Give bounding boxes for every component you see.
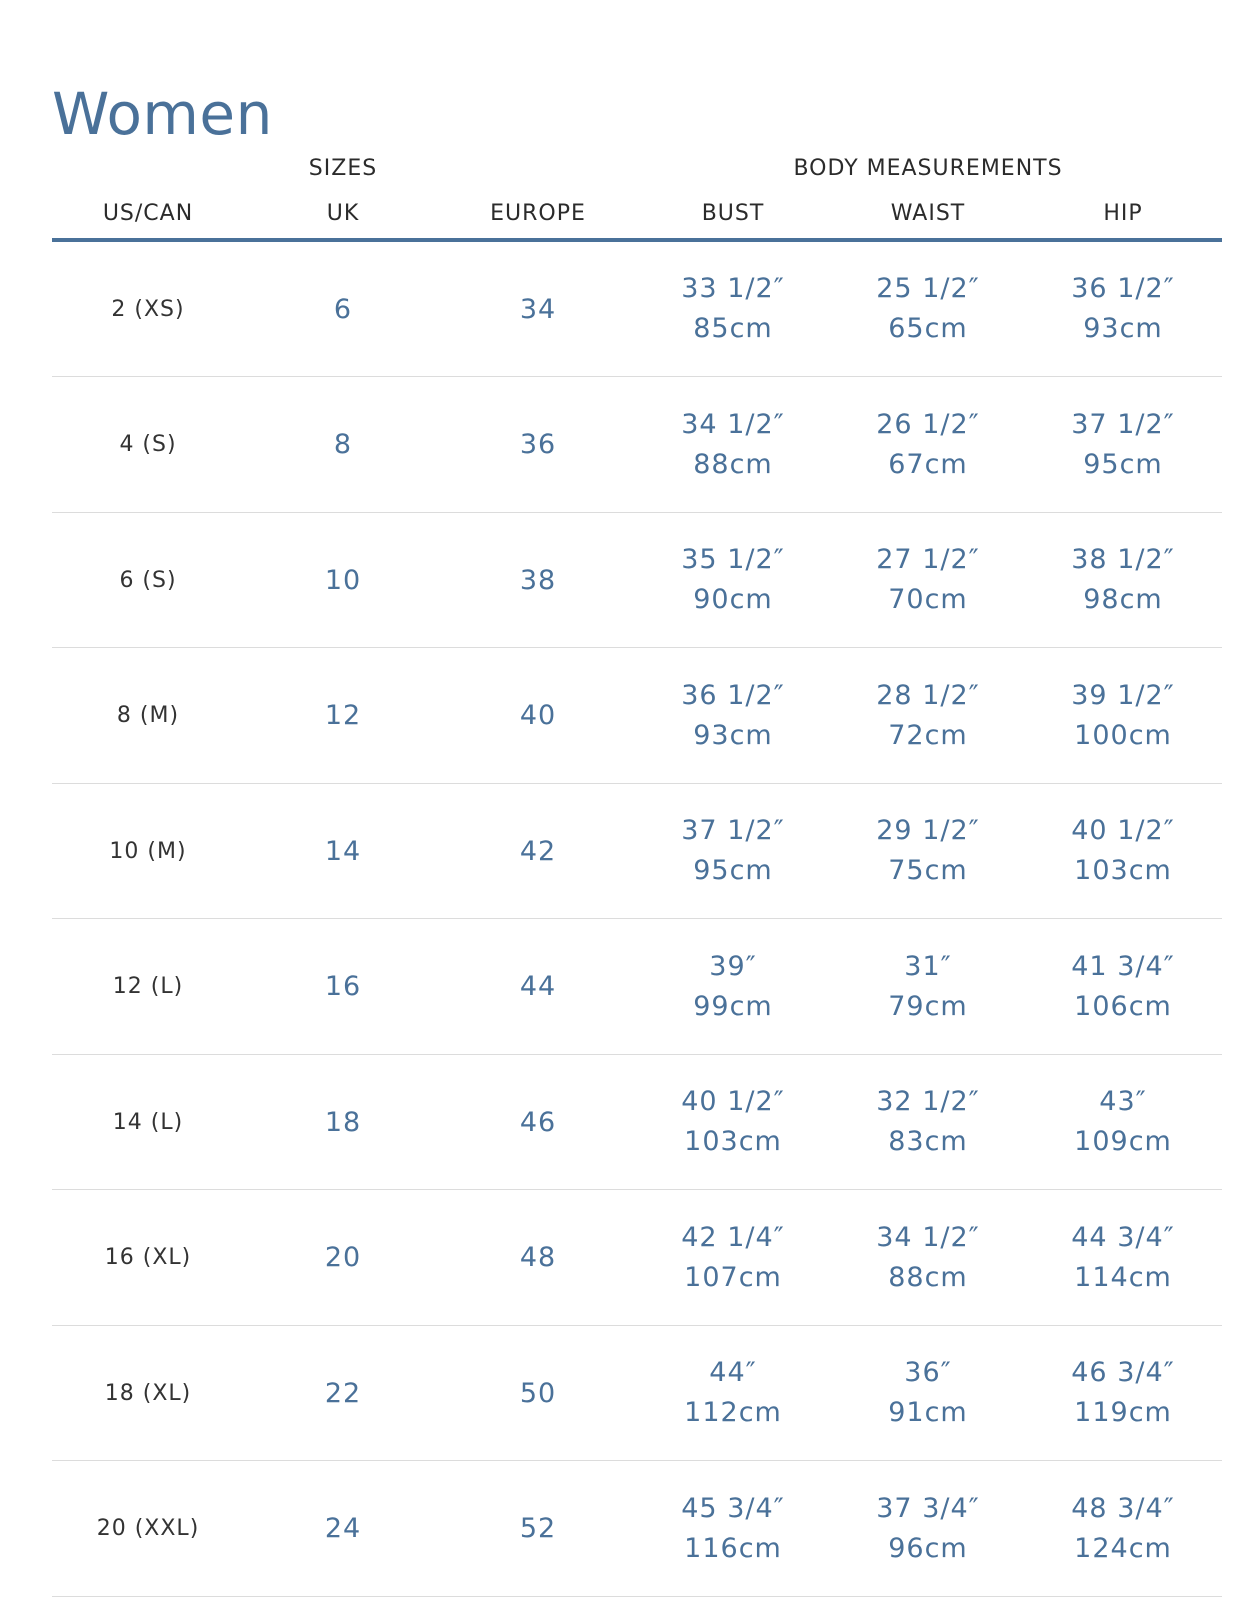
hip-cm: 119cm xyxy=(1074,1397,1172,1428)
cell-waist xyxy=(830,1191,1026,1325)
hip-inches: 38 1/2″ xyxy=(1071,544,1175,575)
table-row xyxy=(0,1191,1254,1326)
cell-us-can xyxy=(50,378,246,512)
europe-size: 38 xyxy=(519,564,557,596)
hip-cm: 93cm xyxy=(1083,313,1163,344)
uk-size: 8 xyxy=(333,429,353,460)
hip-inches: 40 1/2″ xyxy=(1071,815,1175,846)
bust-inches: 42 1/4″ xyxy=(681,1221,785,1253)
cell-bust xyxy=(635,1462,831,1596)
waist-cm: 88cm xyxy=(888,1261,968,1293)
waist-cm: 65cm xyxy=(888,313,968,344)
us-can-size: 20 (XXL) xyxy=(96,1516,200,1541)
bust-cm: 93cm xyxy=(693,719,773,751)
column-header-us-can: US/CAN xyxy=(102,201,194,226)
cell-uk xyxy=(245,1055,441,1189)
cell-bust xyxy=(635,649,831,783)
hip-inches: 41 3/4″ xyxy=(1071,950,1175,982)
waist-cm: 75cm xyxy=(888,855,968,886)
waist-inches: 29 1/2″ xyxy=(876,815,980,846)
waist-inches: 31″ xyxy=(904,950,952,982)
cell-us-can xyxy=(50,1191,246,1325)
cell-bust xyxy=(635,513,831,647)
cell-europe xyxy=(440,513,636,647)
europe-size: 52 xyxy=(519,1513,557,1544)
bust-cm: 116cm xyxy=(684,1532,782,1564)
hip-inches: 44 3/4″ xyxy=(1071,1221,1175,1253)
bust-inches: 40 1/2″ xyxy=(681,1086,785,1117)
cell-europe xyxy=(440,242,636,376)
bust-inches: 34 1/2″ xyxy=(681,408,785,440)
bust-cm: 107cm xyxy=(684,1261,782,1293)
body-measurements-group-label: BODY MEASUREMENTS xyxy=(793,156,1063,181)
uk-size: 16 xyxy=(324,971,362,1002)
cell-us-can xyxy=(50,649,246,783)
column-header-uk: UK xyxy=(326,201,360,226)
bust-cm: 95cm xyxy=(693,855,773,886)
cell-waist xyxy=(830,920,1026,1054)
uk-size: 10 xyxy=(324,564,362,596)
table-row xyxy=(0,242,1254,377)
cell-bust xyxy=(635,784,831,918)
cell-uk xyxy=(245,784,441,918)
cell-uk xyxy=(245,920,441,1054)
hip-cm: 95cm xyxy=(1083,448,1163,480)
table-row xyxy=(0,920,1254,1055)
bust-inches: 39″ xyxy=(709,950,757,982)
hip-inches: 39 1/2″ xyxy=(1071,679,1175,711)
europe-size: 44 xyxy=(519,971,557,1002)
hip-cm: 103cm xyxy=(1074,855,1172,886)
cell-waist xyxy=(830,1326,1026,1460)
us-can-size: 4 (S) xyxy=(119,432,177,457)
hip-inches: 43″ xyxy=(1099,1086,1147,1117)
hip-cm: 124cm xyxy=(1074,1532,1172,1564)
europe-size: 48 xyxy=(519,1242,557,1273)
cell-us-can xyxy=(50,242,246,376)
us-can-size: 14 (L) xyxy=(112,1109,184,1135)
table-row xyxy=(0,513,1254,648)
europe-size: 40 xyxy=(519,700,557,731)
waist-inches: 36″ xyxy=(904,1357,952,1388)
table-row xyxy=(0,1326,1254,1461)
hip-cm: 100cm xyxy=(1074,719,1172,751)
bust-inches: 37 1/2″ xyxy=(681,815,785,846)
waist-inches: 28 1/2″ xyxy=(876,679,980,711)
cell-hip xyxy=(1025,378,1221,512)
table-row xyxy=(0,784,1254,919)
europe-size: 34 xyxy=(519,293,557,325)
cell-waist xyxy=(830,784,1026,918)
cell-bust xyxy=(635,1326,831,1460)
cell-uk xyxy=(245,649,441,783)
cell-europe xyxy=(440,378,636,512)
column-header-hip: HIP xyxy=(1103,201,1143,226)
cell-hip xyxy=(1025,1462,1221,1596)
waist-cm: 96cm xyxy=(888,1532,968,1564)
europe-size: 50 xyxy=(519,1377,557,1409)
bust-cm: 112cm xyxy=(684,1397,782,1428)
waist-cm: 83cm xyxy=(888,1126,968,1157)
cell-us-can xyxy=(50,513,246,647)
waist-inches: 27 1/2″ xyxy=(876,544,980,575)
cell-hip xyxy=(1025,920,1221,1054)
cell-waist xyxy=(830,513,1026,647)
column-header-bust: BUST xyxy=(701,201,765,226)
uk-size: 24 xyxy=(324,1513,362,1544)
hip-cm: 98cm xyxy=(1083,584,1163,615)
us-can-size: 2 (XS) xyxy=(111,296,185,322)
table-row xyxy=(0,1055,1254,1190)
waist-inches: 32 1/2″ xyxy=(876,1086,980,1117)
us-can-size: 16 (XL) xyxy=(104,1245,192,1270)
cell-us-can xyxy=(50,1462,246,1596)
cell-us-can xyxy=(50,920,246,1054)
cell-uk xyxy=(245,378,441,512)
waist-cm: 70cm xyxy=(888,584,968,615)
cell-us-can xyxy=(50,784,246,918)
us-can-size: 10 (M) xyxy=(109,838,187,864)
waist-inches: 25 1/2″ xyxy=(876,273,980,304)
bust-inches: 44″ xyxy=(709,1357,757,1388)
cell-europe xyxy=(440,920,636,1054)
bust-cm: 103cm xyxy=(684,1126,782,1157)
bust-cm: 90cm xyxy=(693,584,773,615)
bust-inches: 35 1/2″ xyxy=(681,544,785,575)
cell-hip xyxy=(1025,1191,1221,1325)
cell-waist xyxy=(830,1055,1026,1189)
uk-size: 22 xyxy=(324,1377,362,1409)
uk-size: 20 xyxy=(324,1242,362,1273)
cell-waist xyxy=(830,242,1026,376)
bust-inches: 33 1/2″ xyxy=(681,273,785,304)
sizes-group-label: SIZES xyxy=(308,156,378,181)
cell-hip xyxy=(1025,1326,1221,1460)
us-can-size: 18 (XL) xyxy=(104,1380,192,1406)
cell-europe xyxy=(440,649,636,783)
cell-uk xyxy=(245,1462,441,1596)
us-can-size: 8 (M) xyxy=(116,703,180,728)
cell-us-can xyxy=(50,1326,246,1460)
waist-inches: 34 1/2″ xyxy=(876,1221,980,1253)
cell-europe xyxy=(440,1462,636,1596)
waist-cm: 91cm xyxy=(888,1397,968,1428)
row-divider xyxy=(52,1596,1222,1597)
cell-waist xyxy=(830,649,1026,783)
hip-cm: 114cm xyxy=(1074,1261,1172,1293)
cell-europe xyxy=(440,1055,636,1189)
hip-inches: 48 3/4″ xyxy=(1071,1492,1175,1524)
us-can-size: 6 (S) xyxy=(119,567,177,593)
cell-waist xyxy=(830,1462,1026,1596)
cell-hip xyxy=(1025,784,1221,918)
cell-bust xyxy=(635,920,831,1054)
waist-inches: 37 3/4″ xyxy=(876,1492,980,1524)
cell-hip xyxy=(1025,649,1221,783)
waist-cm: 79cm xyxy=(888,990,968,1022)
waist-cm: 67cm xyxy=(888,448,968,480)
bust-inches: 45 3/4″ xyxy=(681,1492,785,1524)
cell-us-can xyxy=(50,1055,246,1189)
table-row xyxy=(0,649,1254,784)
hip-inches: 37 1/2″ xyxy=(1071,408,1175,440)
cell-waist xyxy=(830,378,1026,512)
hip-cm: 106cm xyxy=(1074,990,1172,1022)
cell-europe xyxy=(440,1326,636,1460)
cell-bust xyxy=(635,1191,831,1325)
column-header-europe: EUROPE xyxy=(490,201,586,226)
uk-size: 12 xyxy=(324,700,362,731)
hip-inches: 46 3/4″ xyxy=(1071,1357,1175,1388)
page-title: Women xyxy=(52,79,273,148)
waist-inches: 26 1/2″ xyxy=(876,408,980,440)
cell-bust xyxy=(635,242,831,376)
bust-cm: 88cm xyxy=(693,448,773,480)
us-can-size: 12 (L) xyxy=(112,974,184,999)
table-row xyxy=(0,1462,1254,1597)
hip-inches: 36 1/2″ xyxy=(1071,273,1175,304)
bust-cm: 85cm xyxy=(693,313,773,344)
cell-europe xyxy=(440,784,636,918)
europe-size: 46 xyxy=(519,1106,557,1138)
cell-bust xyxy=(635,378,831,512)
cell-uk xyxy=(245,1191,441,1325)
bust-inches: 36 1/2″ xyxy=(681,679,785,711)
waist-cm: 72cm xyxy=(888,719,968,751)
hip-cm: 109cm xyxy=(1074,1126,1172,1157)
cell-uk xyxy=(245,1326,441,1460)
europe-size: 36 xyxy=(519,429,557,460)
europe-size: 42 xyxy=(519,835,557,867)
table-row xyxy=(0,378,1254,513)
cell-europe xyxy=(440,1191,636,1325)
cell-uk xyxy=(245,242,441,376)
column-header-waist: WAIST xyxy=(890,201,966,226)
cell-bust xyxy=(635,1055,831,1189)
cell-hip xyxy=(1025,1055,1221,1189)
cell-hip xyxy=(1025,242,1221,376)
uk-size: 18 xyxy=(324,1106,362,1138)
cell-uk xyxy=(245,513,441,647)
cell-hip xyxy=(1025,513,1221,647)
bust-cm: 99cm xyxy=(693,990,773,1022)
uk-size: 6 xyxy=(333,293,353,325)
uk-size: 14 xyxy=(324,835,362,867)
